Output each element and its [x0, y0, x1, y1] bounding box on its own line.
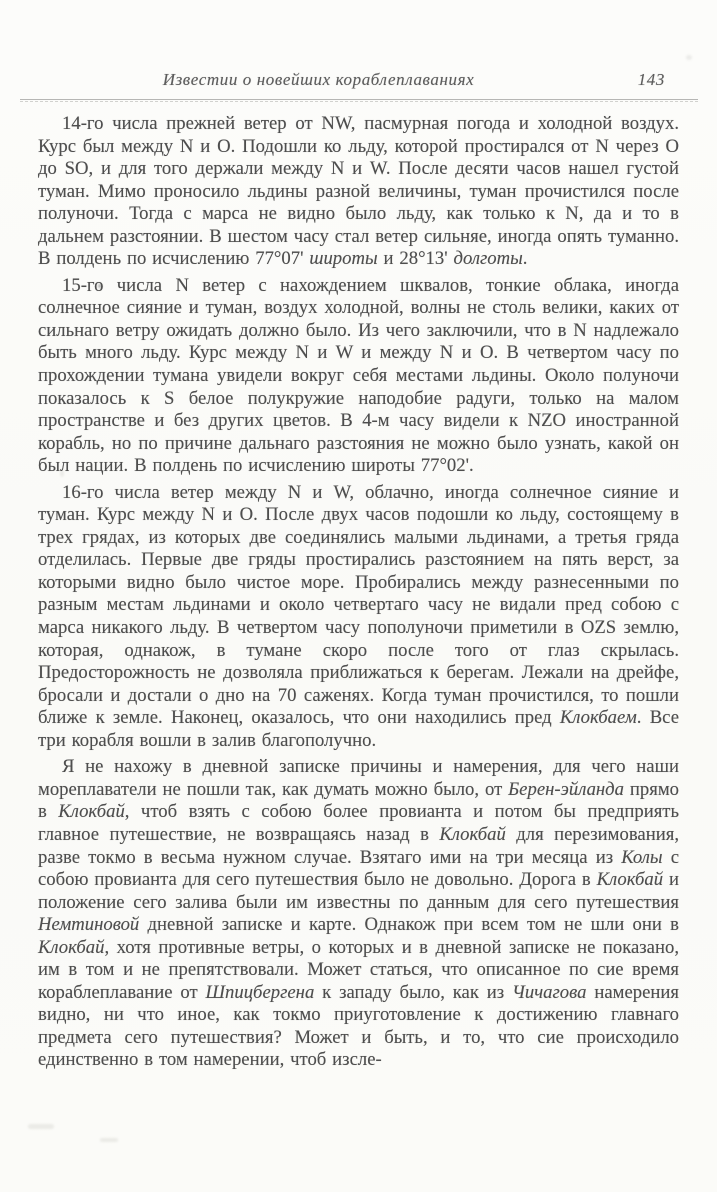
text-run: 15-го числа N ветер с нахождением шквалов, тонкие облака, иногда солнечное сияние и туман, воздух холодной, волны не столь велики, каких от сильнаго ветру ожидать должно было. Из чего заключили, что в N надлежало быть много льду. Курс между N и W и между N и О. В четвертом часу по прохождении тумана увидели вокруг себя местами льдины. Около полуночи показалось к S белое полукружие наподобие радуги, только на малом пространстве и без других цветов. В 4-м часу видели к NZO иностранной корабль, но по причине дальнаго разстояния не можно было узнать, какой он был нации. В полдень по исчислению широты 77°02'.: [38, 274, 679, 477]
scan-speck: [98, 284, 102, 288]
italic-text-run: Берен-эйланда: [508, 778, 624, 800]
scan-speck: [60, 470, 64, 477]
paragraph: [38, 275, 679, 478]
italic-text-run: Клокбай: [38, 936, 105, 958]
text-run: , хотя противные ветры, о которых и в дневной записке не показано, им в том и не препятствовали. Может статься, что описанное по сие время кораблеплавание от: [38, 936, 679, 1003]
header-rule: [20, 99, 698, 104]
italic-text-run: Клокбаем: [559, 707, 637, 729]
italic-text-run: широты: [309, 248, 378, 270]
text-run: , чтоб взять с собою более провианта и потом бы предприять главное путешествие, не возвращаясь назад в: [38, 801, 679, 845]
italic-text-run: долготы: [453, 248, 523, 270]
running-head-title: Известии о новейших кораблеплаваниях: [162, 70, 475, 89]
page-number: 143: [637, 70, 665, 89]
scan-smudge: [28, 1124, 54, 1129]
text-run: намерения видно, ни что иное, как токмо приуготовление к достижению главнаго предмета сего путешествия? Может и быть, и то, что сие происходило единственно в том намерении, чтоб изсле-: [38, 981, 679, 1071]
italic-text-run: Чичагова: [512, 981, 587, 1003]
italic-text-run: Колы: [621, 846, 663, 868]
text-run: .: [522, 248, 528, 270]
scan-speck: [686, 55, 692, 60]
text-run: для перезимования, разве токмо в весьма нужном случае. Взятаго ими на три месяца из: [38, 823, 679, 868]
italic-text-run: Немтиновой: [38, 914, 140, 936]
text-run: и 28°13': [377, 248, 454, 270]
text-run: дневной записке и карте. Однакож при всем том не шли они в: [139, 914, 679, 936]
italic-text-run: Клокбай: [58, 801, 125, 823]
text-run: 16-го числа ветер между N и W, облачно, иногда солнечное сияние и туман. Курс между N и О. После двух часов подошли ко льду, состоящему в трех грядах, из которых две соединялись малыми льдинами, а третья гряда отделилась. Первые две гряды простирались разстоянием на пять верст, за которыми видно было чистое море. Пробирались между разнесенными по разным местам льдинами и около четвертаго часу не видали пред собою с марса никакого льду. В четвертом часу пополуночи приметили в OZS землю, которая, однакож, в тумане скоро после того от глаз скрылась. Предосторожность не дозволяла приближаться к берегам. Лежали на дрейфе, бросали и достали о дно на 70 саженях. Когда туман прочистился, то пошли ближе к земле. Наконец, оказалось, что они находились пред: [38, 481, 679, 729]
italic-text-run: Шпицбергена: [205, 981, 315, 1003]
paragraph: [38, 113, 679, 271]
scan-smudge: [100, 1138, 118, 1142]
text-run: прямо в: [38, 778, 679, 823]
text-run: и положение сего залива были им известны по данным для сего путешествия: [38, 869, 680, 913]
text-run: 14-го числа прежней ветер от NW, пасмурная погода и холодной воздух. Курс был между N и О. Подошли ко льду, которой простирался от N через О до SO, и для того держали между N и W. После десяти часов нашел густой туман. Мимо проносило льдины разной величины, туман прочистился после полуночи. Тогда с марса не видно было льду, как только к N, да и то в дальнем разстоянии. В шестом часу стал ветер сильняе, иногда опять туманно. В полдень по исчислению 77°07': [38, 113, 679, 270]
italic-text-run: Клокбай: [596, 869, 664, 891]
text-run: Я не нахожу в дневной записке причины и намерения, для чего наши мореплаватели не пошли так, как думать можно было, от: [38, 756, 679, 800]
paragraph: [38, 482, 679, 753]
paragraph: [38, 756, 679, 1072]
text-run: . Все три корабля вошли в залив благополучно.: [38, 707, 679, 751]
italic-text-run: Клокбай: [439, 823, 506, 845]
running-head: [38, 70, 679, 92]
page-text: [38, 113, 679, 1076]
text-run: к западу было, как из: [314, 981, 513, 1003]
text-run: с собою провианта для сего путешествия было не довольно. Дорога в: [38, 846, 680, 891]
